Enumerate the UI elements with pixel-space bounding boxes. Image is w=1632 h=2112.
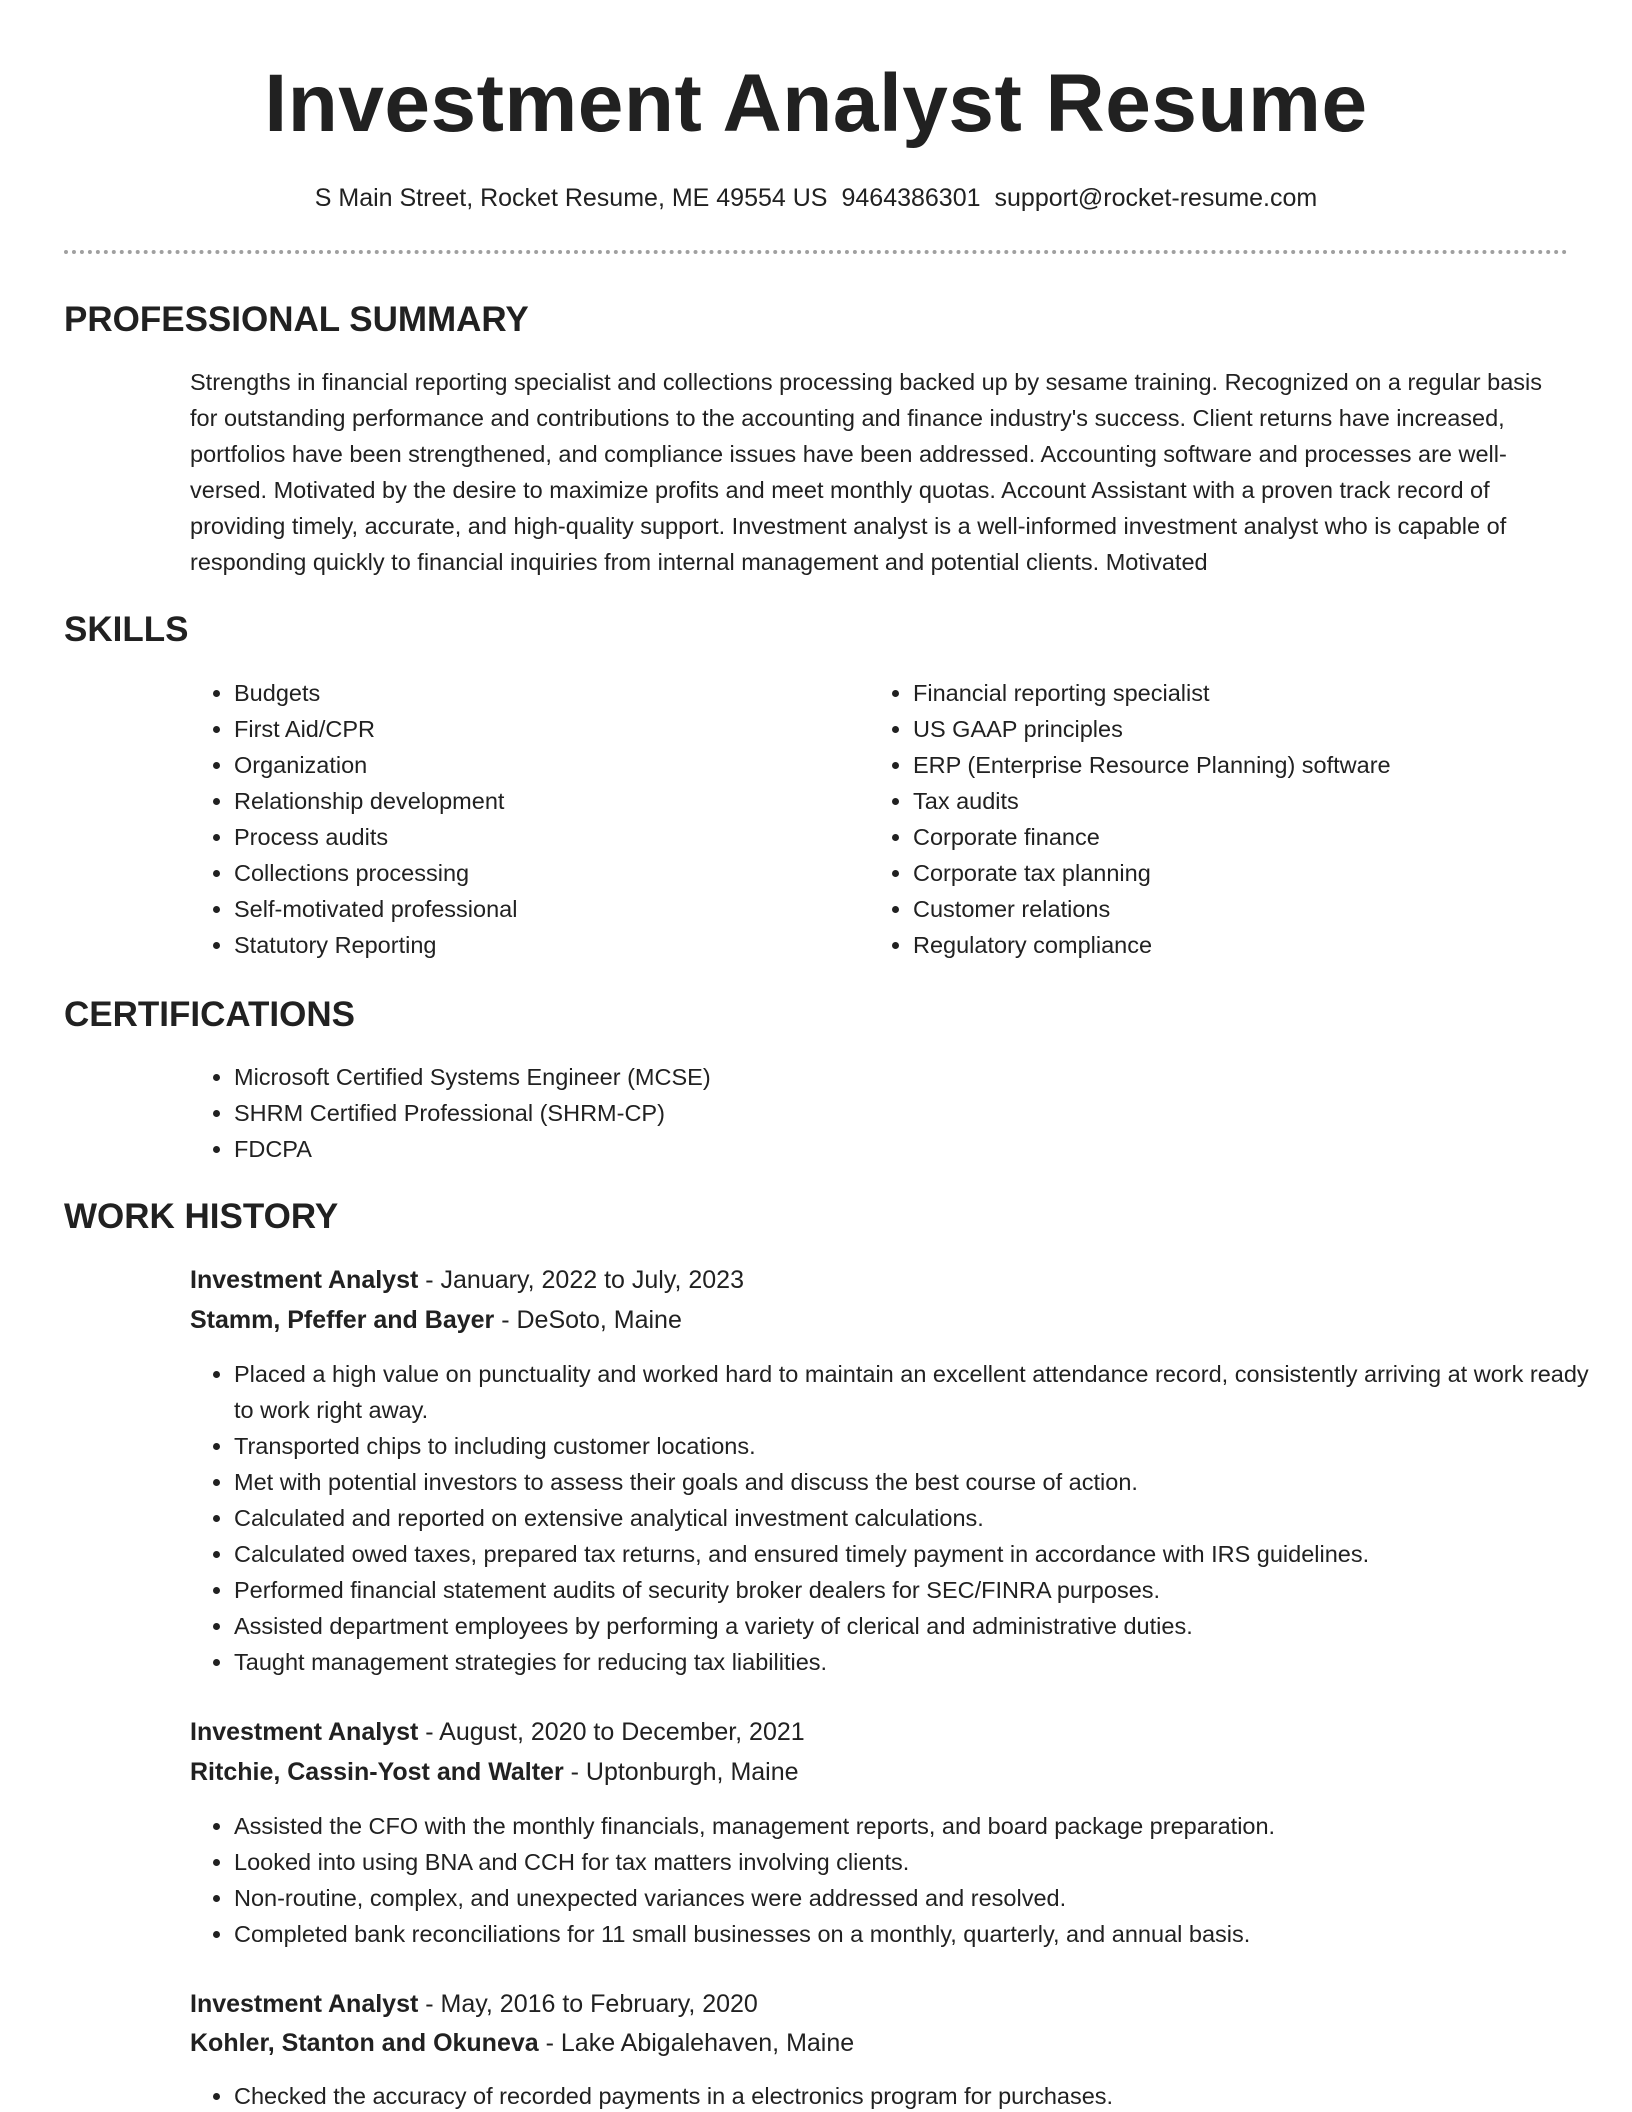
job-title-line	[190, 1263, 744, 1297]
job-company-line	[190, 2026, 854, 2060]
job-location: - DeSoto, Maine	[494, 1306, 682, 1334]
job-company-line	[190, 1755, 799, 1789]
certification-item: • Microsoft Certified Systems Engineer (MCSE)	[234, 1059, 1614, 1095]
skill-item: • Statutory Reporting	[234, 927, 834, 963]
skill-item: • Self-motivated professional	[234, 891, 834, 927]
skill-item: • Corporate finance	[913, 819, 1593, 855]
skill-item: • Corporate tax planning	[913, 855, 1593, 891]
job-bullet: • Calculated and reported on extensive analytical investment calculations.	[234, 1500, 1614, 1536]
job-bullet: • Taught management strategies for reducing tax liabilities.	[234, 1644, 1614, 1680]
job-bullet: • Assisted department employees by performing a variety of clerical and administrative duties.	[234, 1608, 1614, 1644]
job-bullet: • Transported chips to including customer locations.	[234, 1428, 1614, 1464]
skill-item: • Organization	[234, 747, 834, 783]
section-title-summary: PROFESSIONAL SUMMARY	[64, 300, 529, 339]
job-bullet: • Met with potential investors to assess their goals and discuss the best course of action.	[234, 1464, 1614, 1500]
job-bullet: • Placed a high value on punctuality and worked hard to maintain an excellent attendance record, consistently arriving at work ready to work right away.	[234, 1356, 1614, 1428]
skill-item: • Financial reporting specialist	[913, 675, 1593, 711]
job-role: Investment Analyst	[190, 1718, 419, 1746]
skill-item: • Budgets	[234, 675, 834, 711]
job-title-line	[190, 1987, 758, 2021]
job-role: Investment Analyst	[190, 1990, 419, 2018]
job-dates: - May, 2016 to February, 2020	[418, 1990, 758, 2018]
contact-line	[0, 182, 1632, 214]
job-bullet: • Looked into using BNA and CCH for tax matters involving clients.	[234, 1844, 1614, 1880]
skill-item: • Relationship development	[234, 783, 834, 819]
job-bullets	[190, 1356, 1614, 1680]
job-role: Investment Analyst	[190, 1266, 419, 1294]
job-bullet: • Calculated owed taxes, prepared tax returns, and ensured timely payment in accordance with IRS guidelines.	[234, 1536, 1614, 1572]
skills-list-left	[190, 675, 834, 963]
skill-item: • Customer relations	[913, 891, 1593, 927]
job-bullet: • Performed financial statement audits of security broker dealers for SEC/FINRA purposes.	[234, 1572, 1614, 1608]
contact-address: S Main Street, Rocket Resume, ME 49554 US	[314, 184, 828, 212]
contact-email[interactable]: support@rocket-resume.com	[994, 184, 1318, 212]
job-company: Kohler, Stanton and Okuneva	[190, 2029, 539, 2057]
job-bullet: • Assisted the CFO with the monthly financials, management reports, and board package preparation.	[234, 1808, 1614, 1844]
job-title-line	[190, 1715, 805, 1749]
skill-item: • Tax audits	[913, 783, 1593, 819]
skill-item: • ERP (Enterprise Resource Planning) software	[913, 747, 1593, 783]
section-title-work-history: WORK HISTORY	[64, 1197, 339, 1236]
job-bullet: • Completed bank reconciliations for 11 small businesses on a monthly, quarterly, and annual basis.	[234, 1916, 1614, 1952]
skill-item: • Collections processing	[234, 855, 834, 891]
section-title-skills: SKILLS	[64, 610, 189, 649]
job-dates: - August, 2020 to December, 2021	[418, 1718, 805, 1746]
certification-item: • SHRM Certified Professional (SHRM-CP)	[234, 1095, 1614, 1131]
certifications-list	[190, 1059, 1614, 1167]
job-company: Stamm, Pfeffer and Bayer	[190, 1306, 495, 1334]
skill-item: • Process audits	[234, 819, 834, 855]
header-divider	[64, 250, 1568, 254]
skill-item: • Regulatory compliance	[913, 927, 1593, 963]
contact-phone: 9464386301	[841, 184, 981, 212]
section-title-certifications: CERTIFICATIONS	[64, 995, 356, 1034]
resume-title: Investment Analyst Resume	[264, 58, 1368, 149]
job-location: - Uptonburgh, Maine	[563, 1758, 799, 1786]
job-bullets	[190, 2078, 1614, 2112]
job-location: - Lake Abigalehaven, Maine	[538, 2029, 855, 2057]
job-company: Ritchie, Cassin-Yost and Walter	[190, 1758, 564, 1786]
certification-item: • FDCPA	[234, 1131, 1614, 1167]
job-bullet: • Checked the accuracy of recorded payments in a electronics program for purchases.	[234, 2078, 1614, 2112]
job-company-line	[190, 1303, 682, 1337]
summary-text: Strengths in financial reporting specialist and collections processing backed up by sesame training. Recognized on a regular basis for outstanding performance and contributions to the accounting and finance industry's success. Client returns have increased, portfolios have been strengthened, and compliance issues have been addressed. Accounting software and processes are well-versed. Motivated by the desire to maximize profits and meet monthly quotas. Account Assistant with a proven track record of providing timely, accurate, and high-quality support. Investment analyst is a well-informed investment analyst who is capable of responding quickly to financial inquiries from internal management and potential clients. Motivated	[190, 369, 1543, 575]
job-bullets	[190, 1808, 1614, 1952]
skill-item: • US GAAP principles	[913, 711, 1593, 747]
job-dates: - January, 2022 to July, 2023	[418, 1266, 744, 1294]
skills-list-right	[869, 675, 1593, 963]
skill-item: • First Aid/CPR	[234, 711, 834, 747]
job-bullet: • Non-routine, complex, and unexpected variances were addressed and resolved.	[234, 1880, 1614, 1916]
